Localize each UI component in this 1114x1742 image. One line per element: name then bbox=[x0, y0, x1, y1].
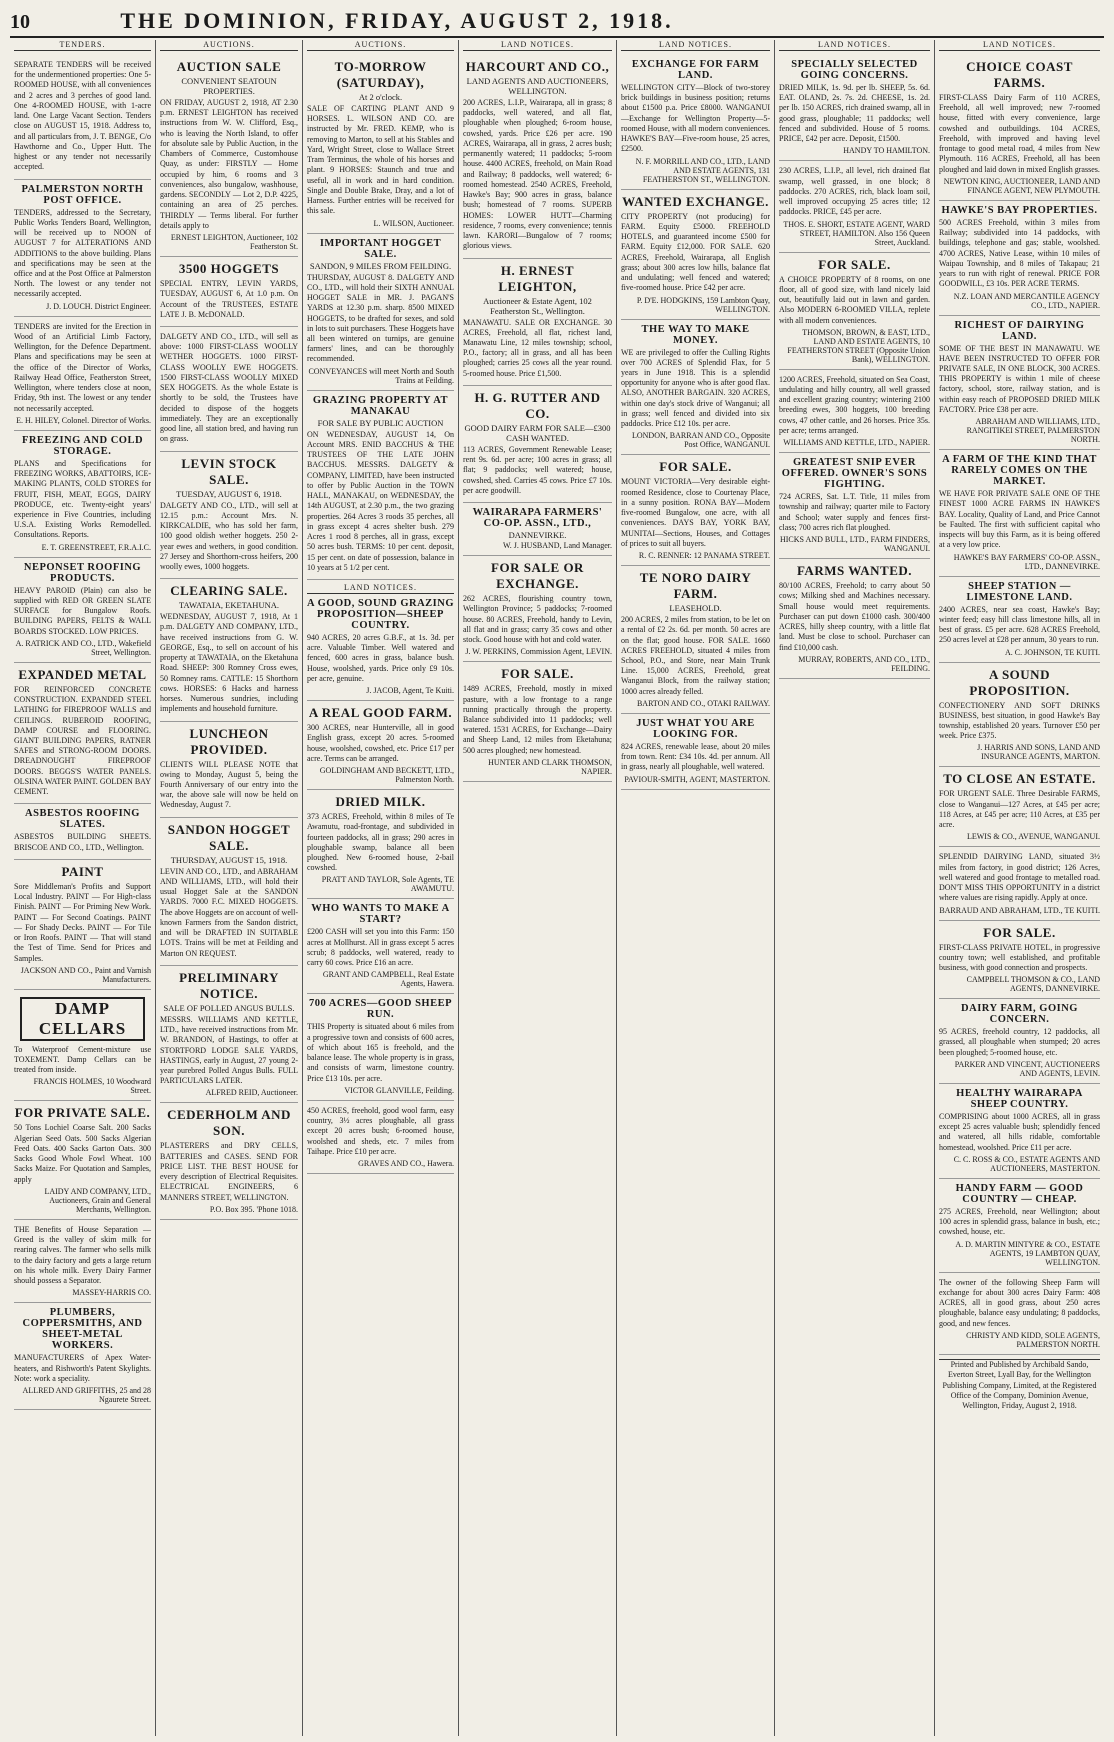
ad-signature: GRANT AND CAMPBELL, Real Estate Agents, Hawera. bbox=[322, 970, 454, 989]
ad-heading: RICHEST OF DAIRYING LAND. bbox=[954, 319, 1085, 342]
ad-body: TENDERS are invited for the Erection in Wood of an Artificial Limb Factory, Wellington, for the Defence Department. Plans and specifications may be seen at the office of the Director of Works, Railway Head Office, Featherston Street, Wellington, where tenders close at noon, Friday, 9th inst. The lowest or any tender not necessarily accepted. bbox=[14, 321, 151, 413]
page-number: 10 bbox=[10, 11, 30, 33]
ad-body: 80/100 ACRES, Freehold; to carry about 50 cows; Milking shed and Machines necessary. Small house would meet requirements. Purchaser can put down £1000 cash. 300/400 ACRES, hilly sheep country, with a little flat land. Must be close to school. Purchaser can find £10,000 cash. bbox=[779, 581, 930, 652]
ad-signature: ERNEST LEIGHTON, Auctioneer, 102 Featherston St. bbox=[170, 233, 298, 252]
advertisement bbox=[621, 55, 770, 190]
ad-body: ASBESTOS BUILDING SHEETS. BRISCOE AND CO., LTD., Wellington. bbox=[14, 832, 151, 852]
advertisement bbox=[621, 455, 770, 566]
ad-heading: A SOUND PROPOSITION. bbox=[969, 666, 1070, 698]
ad-heading: SPECIALLY SELECTED GOING CONCERNS. bbox=[791, 59, 918, 81]
ad-body: 230 ACRES, L.I.P., all level, rich drained flat swamp, well grassed, in one block; 8 paddocks. 270 ACRES, rich, black loam soil, well improved occupying 25 acres title; 12 paddocks. PRICE, £45 per acre. bbox=[779, 166, 930, 217]
ad-subheading: TAWATAIA, EKETAHUNA. bbox=[179, 600, 279, 611]
ad-heading: FOR SALE. bbox=[818, 256, 891, 272]
ad-signature: J. HARRIS AND SONS, LAND AND INSURANCE AGENTS, MARTON. bbox=[977, 743, 1100, 762]
ad-heading: HARCOURT AND CO., bbox=[465, 59, 610, 74]
advertisement bbox=[307, 55, 454, 234]
advertisement bbox=[463, 259, 612, 386]
advertisement bbox=[621, 714, 770, 790]
ad-body: PLANS and Specifications for FREEZING WORKS, ABATTOIRS, ICE-MAKING PLANTS, COLD STORES for FRUIT, FISH, MEAT, EGGS, DAIRY PRODUCE, etc. Twenty-eight years' experience in Five Countries, including U.S.A. Existing Works Remodelled. Consultations. Reports. bbox=[14, 458, 151, 540]
ad-heading: ASBESTOS ROOFING SLATES. bbox=[25, 808, 140, 831]
ad-body: SOME OF THE BEST IN MANAWATU. WE HAVE BEEN INSTRUCTED TO OFFER FOR PRIVATE SALE, IN ONE BLOCK, 300 ACRES. THIS PROPERTY is within 1 mile of cheese factory, school, store, railway station, and is within easy reach of PROPOSED DRIED MILK FACTORY. Price £38 per acre. bbox=[939, 343, 1100, 414]
advertisement bbox=[463, 662, 612, 782]
ad-signature: HANDY TO HAMILTON. bbox=[843, 146, 930, 156]
ad-body: SPLENDID DAIRYING LAND, situated 3½ miles from factory, in good district; 126 Acres, well watered and good frontage to metalled road. DON'T MISS THIS OPPORTUNITY in a district where values are rising rapidly. Apply at once. bbox=[939, 852, 1100, 903]
ad-subheading: LEASEHOLD. bbox=[669, 603, 722, 614]
advertisement bbox=[14, 860, 151, 990]
advertisement bbox=[14, 55, 151, 180]
ad-signature: GOLDINGHAM AND BECKETT, LTD., Palmerston North. bbox=[319, 766, 454, 785]
ad-body: 1200 ACRES, Freehold, situated on Sea Coast, undulating and hilly country, all well grassed and excellent grazing country; wintering 2100 breeding ewes, 300 hoggets, 100 breeding cows, 47 other cattle, and 26 horses. Price 35s. per acre; terms arranged. bbox=[779, 374, 930, 435]
ad-heading: FOR SALE OR EXCHANGE. bbox=[491, 560, 584, 592]
ad-heading: IMPORTANT HOGGET SALE. bbox=[319, 237, 442, 260]
ad-body: 500 ACRES Freehold, within 3 miles from Railway; subdivided into 14 paddocks, with buildings, telephone and gas; stable, woolshed. 4700 ACRES, Native Lease, within 10 miles of Waipau Township, and 8 miles of Takapau; 21 years to run with right of renewal. PRICE FOR GOODWILL, £3 10s. PER ACRE TERMS. bbox=[939, 217, 1100, 289]
advertisement bbox=[779, 453, 930, 559]
ad-body: 200 ACRES, L.I.P., Wairarapa, all in grass; 8 paddocks, well watered, and all flat, ploughable when ploughed; 6-room house, cowshed, yards. Price £26 per acre. 190 ACRES, Wairarapa, all in grass, 2 acres bush; permanently watered; 11 paddocks; 5-room house. 4400 ACRES, freehold, on Main Road and Railway; 8 paddocks, well watered; 6-roomed homestead. 2540 ACRES, Freehold, Hawke's Bay; 900 acres in grass, balance bush; homestead of 7 rooms. SUPERB HOMES: LOWER HUTT—Charming residence, 7 rooms, every convenience; tennis lawn. KARORI—Bungalow of 7 rooms; glorious views. bbox=[463, 98, 612, 251]
ad-body: FOR REINFORCED CONCRETE CONSTRUCTION. EXPANDED STEEL LATHING for FIREPROOF WALLS and CEILINGS. RUBEROID ROOFING, DAMP COURSE and FLOORING. GIANT BUILDING PAPERS, RATNER SAFES and STRONG-ROOM DOORS. DREADNOUGHT FIREPROOF DOORS. BEGGS'S WATER PANELS. OLSINA WATER PAINT. GOLDEN BAY CEMENT. bbox=[14, 684, 151, 797]
column-4 bbox=[459, 40, 617, 1736]
ad-signature: HAWKE'S BAY FARMERS' CO-OP. ASSN., LTD., DANNEVIRKE. bbox=[953, 552, 1100, 571]
advertisement bbox=[463, 386, 612, 503]
advertisement bbox=[160, 579, 298, 721]
ad-signature: A. C. JOHNSON, TE KUITI. bbox=[1005, 647, 1100, 657]
ad-body: WEDNESDAY, AUGUST 7, 1918, At 1 p.m. DALGETY AND COMPANY, LTD., have received instructions from G. W. GEORGE, Esq., to sell on account of his property at TAWATAIA, on the Eketahuna Road. SHEEP: 300 Romney Cross ewes, 50 Romney rams. CATTLE: 15 Shorthorn cows. HORSES: 6 Hacks and harness horses. Numerous sundries, including implements and household furniture. bbox=[160, 612, 298, 714]
ad-body: To Waterproof Cement-mixture use TOXEMENT. Damp Cellars can be treated from inside. bbox=[14, 1044, 151, 1075]
ad-display-heading: DAMP CELLARS bbox=[20, 997, 145, 1041]
ad-signature: THOMSON, BROWN, & EAST, LTD., LAND AND ESTATE AGENTS, 10 FEATHERSTON STREET (Opposite Union Bank), WELLINGTON. bbox=[787, 327, 930, 364]
ad-body: CITY PROPERTY (not producing) for FARM. Equity £5000. FREEHOLD HOTELS, and guaranteed income £500 for FARM. Equity £12,000. FOR SALE. 620 ACRES, Freehold, Wairarapa, all English grass; about 300 acres low hills, balance flat and undulating; well fenced and watered; five-roomed house. Price £42 per acre. bbox=[621, 211, 770, 293]
ad-signature: JACKSON AND CO., Paint and Varnish Manufacturers. bbox=[20, 965, 151, 984]
publisher-imprint: Printed and Published by Archibald Sando, Everton Street, Lyall Bay, for the Wellington Publishing Company, Limited, at the Registered Office of the Company, Dominion Avenue, Wellington, Friday, August 2, 1918. bbox=[939, 1359, 1100, 1412]
column-header: LAND NOTICES. bbox=[939, 40, 1100, 51]
advertisement bbox=[14, 431, 151, 558]
ad-body: 373 ACRES, Freehold, within 8 miles of Te Awamutu, road-frontage, and subdivided in fourteen paddocks, all in grass; 290 acres in ploughable swamp, balance all been ploughed. New 6-roomed house, 2-bail cowshed. bbox=[307, 812, 454, 873]
ad-body: MANAWATU. SALE OR EXCHANGE. 30 ACRES, Freehold, all flat, richest land, Manawatu Line, 12 miles township; school, P.O., factory; all in grass, and all has been ploughed; carries 25 cows all the year round. 5-roomed house. Price £1,500. bbox=[463, 317, 612, 378]
ad-heading: AUCTION SALE bbox=[176, 59, 282, 74]
ad-heading: FOR SALE. bbox=[659, 459, 732, 475]
ad-body: 50 Tons Lochiel Coarse Salt. 200 Sacks Algerian Seed Oats. 500 Sacks Algerian Feed Oats. 400 Sacks Garton Oats. 300 Sacks Good Whole Fowl Wheat. 100 Sacks Maize. For Quotation and Samples, apply bbox=[14, 1123, 151, 1184]
ad-body: THIS Property is situated about 6 miles from a progressive town and consists of 600 acres, of which about 165 is freehold, and the balance lease. The whole property is in grass, and consists of warm, limestone country. Price £13 10s. per acre. bbox=[307, 1022, 454, 1083]
ad-heading: DAIRY FARM, GOING CONCERN. bbox=[961, 1003, 1078, 1026]
advertisement bbox=[939, 1273, 1100, 1355]
ad-heading: HANDY FARM — GOOD COUNTRY — CHEAP. bbox=[955, 1182, 1084, 1205]
ad-body: A CHOICE PROPERTY of 8 rooms, on one floor, all of good size, with land nicely laid out, beautifully laid out in lawn and garden. Also MODERN 6-ROOMED VILLA, replete with all modern conveniences. bbox=[779, 274, 930, 325]
paper-title: THE DOMINION, FRIDAY, AUGUST 2, 1918. bbox=[120, 8, 674, 33]
ad-body: 95 ACRES, freehold country, 12 paddocks, all grassed, all ploughable when stumped; 20 acres been ploughed; 5-roomed house, etc. bbox=[939, 1027, 1100, 1057]
ad-signature: ABRAHAM AND WILLIAMS, LTD., RANGITIKEI STREET, PALMERSTON NORTH. bbox=[966, 417, 1100, 445]
advertisement bbox=[307, 391, 454, 580]
ad-subheading: GOOD DAIRY FARM FOR SALE—£300 CASH WANTED. bbox=[464, 422, 611, 443]
ad-heading: FARMS WANTED. bbox=[796, 563, 913, 579]
ad-heading: FOR SALE. bbox=[983, 924, 1056, 940]
advertisement bbox=[939, 316, 1100, 451]
advertisement bbox=[307, 234, 454, 391]
ad-heading: SANDON HOGGET SALE. bbox=[167, 821, 291, 853]
ad-signature: HICKS AND BULL, LTD., FARM FINDERS, WANGANUI. bbox=[779, 535, 930, 554]
ad-heading: GREATEST SNIP EVER OFFERED. OWNER'S SONS FIGHTING. bbox=[781, 457, 928, 491]
ad-signature: WILLIAMS AND KETTLE, LTD., NAPIER. bbox=[783, 438, 930, 448]
ad-body: MESSRS. WILLIAMS AND KETTLE, LTD., have received instructions from Mr. W. BRANDON, of Hastings, to offer at STORTFORD LODGE SALE YARDS, HASTINGS, early in August, 27 young 2-year purebred Polled Angus Bulls. FULL PARTICULARS LATER. bbox=[160, 1014, 298, 1086]
ad-body: 113 ACRES, Government Renewable Lease; rent 9s. 6d. per acre; 100 acres in grass; all flat; 9 paddocks; well watered; house, cowshed, shed. Carries 45 cows. Price £7 10s. per acre goodwill. bbox=[463, 444, 612, 495]
ad-heading: FOR PRIVATE SALE. bbox=[14, 1105, 151, 1121]
ad-heading: DRIED MILK. bbox=[335, 794, 426, 810]
ad-signature: J. D. LOUCH. District Engineer. bbox=[46, 301, 151, 311]
ad-subheading: DANNEVIRKE. bbox=[508, 530, 567, 541]
ad-signature: GRAVES AND CO., Hawera. bbox=[358, 1159, 454, 1168]
ad-signature: NEWTON KING, AUCTIONEER, LAND AND FINANCE AGENT, NEW PLYMOUTH. bbox=[943, 176, 1100, 195]
column-7 bbox=[935, 40, 1104, 1736]
ad-signature: CAMPBELL THOMSON & CO., LAND AGENTS, DANNEVIRKE. bbox=[966, 975, 1100, 994]
ad-signature: N.Z. LOAN AND MERCANTILE AGENCY CO., LTD., NAPIER. bbox=[953, 291, 1100, 310]
ad-heading: EXCHANGE FOR FARM LAND. bbox=[631, 59, 760, 81]
ad-signature: E. T. GREENSTREET, F.R.A.I.C. bbox=[41, 542, 151, 552]
ad-heading: CLEARING SALE. bbox=[170, 583, 288, 599]
ad-body: WE HAVE FOR PRIVATE SALE ONE OF THE FINEST 1000 ACRE FARMS IN HAWKE'S BAY. Locality, Quality of Land, and Price Cannot be Faulted. The first with sufficient capital who inspects will buy this Farm, as it is being offered at a very low price. bbox=[939, 489, 1100, 550]
ad-body: COMPRISING about 1000 ACRES, all in grass except 25 acres valuable bush; splendidly fenced and watered, all hills ridable, comfortable homestead, woolshed. Price £11 per acre. bbox=[939, 1111, 1100, 1152]
ad-heading: WHO WANTS TO MAKE A START? bbox=[311, 903, 450, 926]
ad-signature: VICTOR GLANVILLE, Feilding. bbox=[344, 1085, 454, 1095]
advertisement bbox=[939, 1084, 1100, 1179]
ad-subheading: SALE OF POLLED ANGUS BULLS. bbox=[163, 1002, 295, 1013]
ad-body: FOR URGENT SALE. Three Desirable FARMS, close to Wanganui—127 Acres, at £45 per acre; 118 Acres, at £45 per acre; 110 Acres, at £35 per acre. bbox=[939, 789, 1100, 830]
advertisement bbox=[621, 320, 770, 456]
ad-heading: PAINT bbox=[61, 863, 104, 879]
ad-signature: P.O. Box 395. 'Phone 1018. bbox=[209, 1204, 298, 1214]
column-header: AUCTIONS. bbox=[160, 40, 298, 51]
ad-subheading: CONVENIENT SEATOUN PROPERTIES. bbox=[181, 76, 277, 96]
column-2 bbox=[156, 40, 303, 1736]
ad-signature: MURRAY, ROBERTS, AND CO., LTD., FEILDING. bbox=[798, 654, 930, 673]
ad-subheading: FOR SALE BY PUBLIC AUCTION bbox=[317, 417, 444, 428]
ad-body: Sore Middleman's Profits and Support Local Industry. PAINT — For High-class Finish. PAINT — For Priming New Work. PAINT — For Second Coatings. PAINT — For Shady Decks. PAINT — For Tile or Iron Roofs. PAINT — That will stand the Test of Time. Send for Prices and Samples. bbox=[14, 881, 151, 963]
ad-body: SPECIAL ENTRY, LEVIN YARDS, TUESDAY, AUGUST 6, At 1.0 p.m. On Account of the TRUSTEES, ESTATE LATE J. B. McDONALD. bbox=[160, 279, 298, 319]
ad-body: TENDERS, addressed to the Secretary, Public Works Tenders Board, Wellington, will be received up to NOON of AUGUST 7 for ALTERATIONS AND ADDITIONS to the above building. Plans and specifications may be seen at the office and at the Post Office at Palmerston North. The lowest or any tender not necessarily accepted. bbox=[14, 207, 151, 299]
advertisement bbox=[939, 767, 1100, 847]
advertisement bbox=[160, 1103, 298, 1219]
ad-heading: WAIRARAPA FARMERS' CO-OP. ASSN., LTD., bbox=[472, 507, 603, 530]
ad-heading: NEPONSET ROOFING PRODUCTS. bbox=[23, 561, 142, 584]
ad-body: SALE OF CARTING PLANT AND 9 HORSES. L. WILSON AND CO. are instructed by Mr. FRED. KEMP, who is removing to Marton, to sell at his Stables and Yard, Wright Street, close to Wallace Street Tram Terminus, the whole of his horses and plant. 9 HORSES: Staunch and true and useful, all in work and in hard condition. Single and Double Brake, Dray, and a lot of Harness. Further entries will be received for this sale. bbox=[307, 104, 454, 216]
ad-signature: W. J. HUSBAND, Land Manager. bbox=[502, 541, 612, 551]
advertisement bbox=[463, 503, 612, 556]
ad-signature: PAVIOUR-SMITH, AGENT, MASTERTON. bbox=[624, 774, 770, 784]
ad-heading: A REAL GOOD FARM. bbox=[308, 705, 453, 721]
ad-body: WE are privileged to offer the Culling Rights over 700 ACRES of Splendid Flax, for 5 years in June 1918. This is a splendid opportunity for anyone who is after good flax. ALSO, ANOTHER BARGAIN. 320 ACRES, within one day's stock drive of Wanganui; all in grass; well fenced and divided into six paddocks. Price £12 10s. per acre. bbox=[621, 347, 770, 429]
ad-heading: TO CLOSE AN ESTATE. bbox=[943, 771, 1096, 787]
ad-subheading: THURSDAY, AUGUST 15, 1918. bbox=[170, 854, 288, 865]
advertisement bbox=[307, 1101, 454, 1174]
advertisement bbox=[14, 1101, 151, 1219]
advertisement bbox=[779, 253, 930, 370]
ad-signature: CONVEYANCES will meet North and South Trains at Feilding. bbox=[308, 366, 454, 385]
advertisement bbox=[939, 1179, 1100, 1273]
advertisement bbox=[939, 847, 1100, 920]
ad-body: 824 ACRES, renewable lease, about 20 miles from town. Rent: £34 10s. 4d. per annum. All in grass, nearly all ploughable, well watered. bbox=[621, 741, 770, 772]
advertisement bbox=[160, 966, 298, 1104]
ad-heading: FOR SALE. bbox=[501, 666, 574, 682]
advertisement bbox=[160, 722, 298, 818]
ad-body: CONFECTIONERY AND SOFT DRINKS BUSINESS, best situation, in good Hawke's Bay township, established 20 years. Turnover £50 per week. Price £375. bbox=[939, 700, 1100, 741]
columns-container bbox=[10, 40, 1104, 1736]
advertisement bbox=[307, 701, 454, 790]
ad-body: FIRST-CLASS PRIVATE HOTEL, in progressive country town; well established, and profitable business, with good connection and prospects. bbox=[939, 942, 1100, 973]
ad-body: DRIED MILK, 1s. 9d. per lb. SHEEP, 5s. 6d. EAT. OLAND, 2s. 7s. 2d. CHEESE, 1s. 2d. per lb. 150 ACRES, rich drained swamp, all in good grass, ploughable; 11 paddocks; well fenced and subdivided. House of 5 rooms. PRICE, £42 per acre. Deposit, £1500. bbox=[779, 83, 930, 144]
advertisement bbox=[939, 999, 1100, 1084]
advertisement bbox=[939, 55, 1100, 201]
advertisement bbox=[307, 580, 454, 701]
advertisement bbox=[939, 577, 1100, 663]
ad-body: The owner of the following Sheep Farm will exchange for about 300 acres Dairy Farm: 408 ACRES, all in good grass, about 250 acres ploughable, balance easy undulating; 8 paddocks, good, and new fences. bbox=[939, 1277, 1100, 1328]
advertisement bbox=[307, 790, 454, 899]
ad-body: 200 ACRES, 2 miles from station, to be let on a rental of £2 2s. 6d. per month. 50 acres are on the flat; good house. FOR SALE. 1660 ACRES FREEHOLD, situated 4 miles from School, P.O., and Store, near Main Trunk Line. 15,000 ACRES, Freehold, great Wanganui Block, from the railway station; 1000 acres already felled. bbox=[621, 615, 770, 696]
advertisement bbox=[939, 921, 1100, 1000]
ad-heading: 700 ACRES—GOOD SHEEP RUN. bbox=[308, 998, 453, 1021]
masthead bbox=[10, 8, 1104, 38]
ad-body: 940 ACRES, 20 acres G.B.F., at 1s. 3d. per acre. Valuable Timber. Well watered and fenced, 600 acres in grass, balance bush. House, woolshed, yards. Price only £9 10s. per acre, genuine. bbox=[307, 632, 454, 683]
ad-signature: P. D'E. HODGKINS, 159 Lambton Quay, WELLINGTON. bbox=[636, 295, 770, 314]
ad-subheading: SANDON, 9 MILES FROM FEILDING. bbox=[309, 260, 452, 271]
advertisement bbox=[14, 317, 151, 431]
ad-heading: A FARM OF THE KIND THAT RARELY COMES ON THE MARKET. bbox=[942, 454, 1097, 488]
ad-body: 2400 ACRES, near sea coast, Hawke's Bay; winter feed; easy hill class limestone hills, all in best of grass. £5 per acre. 628 ACRES Freehold, 250 acres level at £28 per annum, 30 years to run. bbox=[939, 604, 1100, 645]
ad-heading: FREEZING AND COLD STORAGE. bbox=[21, 434, 144, 457]
advertisement bbox=[160, 257, 298, 327]
column-header: AUCTIONS. bbox=[307, 40, 454, 51]
advertisement bbox=[160, 327, 298, 452]
ad-signature: L. WILSON, Auctioneer. bbox=[373, 218, 454, 228]
ad-signature: MASSEY-HARRIS CO. bbox=[72, 1288, 151, 1298]
ad-signature: HUNTER AND CLARK THOMSON, NAPIER. bbox=[488, 757, 612, 776]
column-5 bbox=[617, 40, 775, 1736]
ad-heading: SHEEP STATION — LIMESTONE LAND. bbox=[966, 580, 1073, 603]
ad-signature: ALLRED AND GRIFFITHS, 25 and 28 Ngaurete Street. bbox=[22, 1385, 151, 1404]
ad-body: 300 ACRES, near Hunterville, all in good English grass, except 20 acres. 5-roomed house, woolshed, cowshed, etc. Price £17 per acre. Terms can be arranged. bbox=[307, 723, 454, 763]
advertisement bbox=[160, 818, 298, 966]
ad-heading: LUNCHEON PROVIDED. bbox=[189, 725, 269, 757]
ad-body: DALGETY AND CO., LTD., will sell as above: 1000 FIRST-CLASS WOOLLY WETHER HOGGETS. 1000 FIRST-CLASS WOOLLY EWE HOGGETS. 1500 FIRST-CLASS WOOLLY MIXED SEX HOGGETS. As the whole Estate is shortly to be sold, the Trustees have decided to dispose of the hoggets immediately. They are an exceptionally good line, all station bred, and having run on grass. bbox=[160, 331, 298, 444]
ad-signature: A. RATRICK AND CO., LTD., Wakefield Street, Wellington. bbox=[15, 638, 151, 657]
ad-body: PLASTERERS and DRY CELLS, BATTERIES and CASES. SEND FOR PRICE LIST. THE BEST HOUSE for every description of Electrical Requisites. ELECTRICAL ENGINEERS, 6 MANNERS STREET, WELLINGTON. bbox=[160, 1141, 298, 1202]
advertisement bbox=[14, 990, 151, 1102]
advertisement bbox=[160, 452, 298, 580]
advertisement bbox=[307, 899, 454, 994]
ad-body: 1489 ACRES, Freehold, mostly in mixed pasture, with a low frontage to a range running practically through the property. Balance subdivided into 11 paddocks; well watered. 1531 ACRES, for Exchange—Dairy and Sheep Land, 12 miles from Eketahuna; 500 acres ploughed; new homestead. bbox=[463, 684, 612, 755]
ad-signature: LAIDY AND COMPANY, LTD., Auctioneers, Grain and General Merchants, Wellington. bbox=[44, 1186, 151, 1214]
advertisement bbox=[463, 55, 612, 259]
advertisement bbox=[621, 566, 770, 714]
advertisement bbox=[14, 1220, 151, 1303]
ad-signature: ALFRED REID, Auctioneer. bbox=[205, 1088, 298, 1098]
column-header: LAND NOTICES. bbox=[463, 40, 612, 51]
advertisement bbox=[779, 55, 930, 161]
ad-signature: FRANCIS HOLMES, 10 Woodward Street. bbox=[33, 1077, 151, 1096]
ad-body: FIRST-CLASS Dairy Farm of 110 ACRES, Freehold, all well improved; new 7-roomed house, fitted with every convenience, large cowshed and outbuildings. 104 ACRES, Freehold, with improved and having level frontage to good metal road, 4 miles from New Plymouth. 116 ACRES, Freehold, all has been ploughed and laid down in mixed English grasses. bbox=[939, 93, 1100, 174]
column-3 bbox=[303, 40, 459, 1736]
ad-body: ON WEDNESDAY, AUGUST 14, On Account MRS. ENID BACCHUS & THE TRUSTEES OF THE LATE JOHN BACCHUS. MESSRS. DALGETY & COMPANY, LIMITED, have been instructed to offer by Public Auction in the TOWN HALL, MANAKAU, on WEDNESDAY, the 14th AUGUST, at 2.30 p.m., the two grazing properties. 264 Acres 3 roods 35 perches, all in grass except 4 acres shelter bush. 279 Acres 1 rood 8 perches, all in grass, except 50 acres bush. TERMS: 10 per cent. deposit, 15 per cent. on date of possession, balance in 10 years at 5 1/2 per cent. bbox=[307, 429, 454, 572]
ad-heading: 3500 HOGGETS bbox=[178, 261, 280, 277]
ad-signature: THOS. E. SHORT, ESTATE AGENT, WARD STREET, HAMILTON. Also 156 Queen Street, Auckland. bbox=[783, 219, 930, 247]
ad-heading: THE WAY TO MAKE MONEY. bbox=[641, 323, 750, 346]
ad-subheading: At 2 o'clock. bbox=[358, 92, 403, 102]
advertisement bbox=[160, 55, 298, 257]
ad-signature: J. JACOB, Agent, Te Kuiti. bbox=[366, 686, 454, 696]
ad-body: SEPARATE TENDERS will be received for the undermentioned properties: One 5-ROOMED HOUSE, with all conveniences and 2 acres and 3 perches of good land. One 4-ROOMED HOUSE, with 1-acre land. One Large Vacant Section. Tenders close on AUGUST 15, 1918. Address to, and all particulars from, J. T. BENGE, C/o Hawthorne and Co., Upper Hutt. The highest or any tender not necessarily accepted. bbox=[14, 60, 151, 172]
ad-body: WELLINGTON CITY—Block of two-storey brick buildings in business position; returns about £1500 p.a. Price £8000. WANGANUI—Exchange for Wellington Property—5-roomed House, with all modern conveniences. HAWKE'S BAY—Five-room house, 25 acres, £2500. bbox=[621, 83, 770, 154]
ad-signature: PARKER AND VINCENT, AUCTIONEERS AND AGENTS, LEVIN. bbox=[954, 1059, 1100, 1078]
column-header: LAND NOTICES. bbox=[779, 40, 930, 51]
ad-body: 450 ACRES, freehold, good wool farm, easy country, 3½ acres ploughable, all grass except 20 acres bush; 6-roomed house, woolshed and sheds, etc. 7 miles from Taihape. Price £10 per acre. bbox=[307, 1105, 454, 1156]
advertisement bbox=[14, 1303, 151, 1410]
ad-signature: BARTON AND CO., OTAKI RAILWAY. bbox=[636, 698, 770, 708]
column-header: TENDERS. bbox=[14, 40, 151, 51]
ad-heading: H. G. RUTTER AND CO. bbox=[474, 389, 601, 421]
advertisement bbox=[621, 190, 770, 320]
ad-body: ON FRIDAY, AUGUST 2, 1918, AT 2.30 p.m. ERNEST LEIGHTON has received instructions from W. W. Clifford, Esq., who is leaving the North Island, to offer for absolute sale by Public Auction, in the Chambers of Commerce, Customhouse Quay, as under: FIRSTLY — Home occupied by him, 6 rooms and 3 conveniences, also bungalow, washhouse, gardens. SECONDLY — Lot 2, D.P. 4225, containing an area of 25 perches. THIRDLY — Terms liberal. For further details apply to bbox=[160, 98, 298, 230]
ad-body: THURSDAY, AUGUST 8. DALGETY AND CO., LTD., will hold their SIXTH ANNUAL HOGGET SALE in MR. J. PAGAN'S YARDS at 12.30 p.m. sharp. 8500 MIXED HOGGETS, to be drafted for sexes, and sold in lots to suit purchasers. These Hoggets have all been wintered on turnips, are genuine farmers' lines, and can be thoroughly recommended. bbox=[307, 272, 454, 364]
ad-heading: CHOICE COAST FARMS. bbox=[966, 59, 1073, 90]
advertisement bbox=[939, 201, 1100, 316]
ad-signature: N. F. MORRILL AND CO., LTD., LAND AND ESTATE AGENTS, 131 FEATHERSTON ST., WELLINGTON. bbox=[635, 156, 770, 184]
ad-signature: LONDON, BARRAN AND CO., Opposite Post Office, WANGANUI. bbox=[631, 431, 770, 450]
advertisement bbox=[939, 450, 1100, 576]
ad-body: MANUFACTURERS of Apex Water-heaters, and Rishworth's Patent Skylights. Note: work a speciality. bbox=[14, 1353, 151, 1383]
ad-heading: PRELIMINARY NOTICE. bbox=[179, 969, 279, 1001]
ad-body: LEVIN AND CO., LTD., and ABRAHAM AND WILLIAMS, LTD., will hold their usual Hogget Sale at the SANDON YARDS. 7000 F.C. MIXED HOGGETS. The above Hoggets are on account of well-known Farmers from the Sandon district, and will be DRAFTED IN SUITABLE LOTS. Trains will be met at Feilding and Marton ON REQUEST. bbox=[160, 866, 298, 958]
advertisement bbox=[939, 663, 1100, 768]
ad-signature: LEWIS & CO., AVENUE, WANGANUI. bbox=[966, 832, 1100, 842]
advertisement bbox=[463, 556, 612, 662]
ad-signature: BARRAUD AND ABRAHAM, LTD., TE KUITI. bbox=[939, 905, 1100, 915]
advertisement bbox=[779, 559, 930, 679]
ad-heading: H. ERNEST LEIGHTON, bbox=[498, 262, 577, 294]
ad-body: THE Benefits of House Separation — Greed is the valley of skim milk for rearing calves. The farmer who sells milk to the dairy factory and gets a large return on his whole milk. Every Dairy Farmer should possess a Separator. bbox=[14, 1224, 151, 1286]
ad-heading: PLUMBERS, COPPERSMITHS, AND SHEET-METAL WORKERS. bbox=[22, 1307, 143, 1352]
ad-heading: PALMERSTON NORTH POST OFFICE. bbox=[21, 183, 144, 206]
ad-heading: JUST WHAT YOU ARE LOOKING FOR. bbox=[636, 717, 755, 740]
ad-signature: PRATT AND TAYLOR, Sole Agents, TE AWAMUTU. bbox=[321, 875, 454, 894]
ad-subheading: LAND AGENTS AND AUCTIONEERS, WELLINGTON. bbox=[466, 76, 609, 96]
advertisement bbox=[14, 558, 151, 663]
ad-subheading: TUESDAY, AUGUST 6, 1918. bbox=[176, 488, 282, 499]
ad-heading: TE NORO DAIRY FARM. bbox=[639, 570, 752, 602]
ad-signature: J. W. PERKINS, Commission Agent, LEVIN. bbox=[465, 647, 612, 657]
ad-signature: CHRISTY AND KIDD, SOLE AGENTS, PALMERSTON NORTH. bbox=[966, 1330, 1100, 1349]
ad-heading: GRAZING PROPERTY AT MANAKAU bbox=[312, 394, 449, 417]
advertisement bbox=[779, 370, 930, 453]
section-header: LAND NOTICES. bbox=[307, 583, 454, 594]
ad-signature: C. C. ROSS & CO., ESTATE AGENTS AND AUCTIONEERS, MASTERTON. bbox=[953, 1154, 1100, 1173]
ad-heading: WANTED EXCHANGE. bbox=[622, 193, 769, 209]
ad-heading: CEDERHOLM AND SON. bbox=[167, 1107, 291, 1139]
ad-body: 262 ACRES, flourishing country town, Wellington Province; 5 paddocks; 7-roomed house. 80 ACRES, Freehold, handy to Levin, all flat and in grass; carry 35 cows and other stock. Good house with hot and cold water. bbox=[463, 594, 612, 645]
ad-body: MOUNT VICTORIA—Very desirable eight-roomed Residence, close to Courtenay Place, in a sunny position. RONA BAY—Modern five-roomed Bungalow, one acre, with all conveniences. DAYS BAY, YORK BAY, MUNITAI—Sections, Houses, and Cottages of prices to suit all buyers. bbox=[621, 477, 770, 548]
ad-heading: TO-MORROW (SATURDAY), bbox=[334, 59, 427, 90]
ad-body: DALGETY AND CO., LTD., will sell at 12.15 p.m.: Account Mrs. N. KIRKCALDIE, who has sold her farm, 100 good oldish wether hoggets. 250 2-year ewes and wethers, in good condition. 27 Jersey and Shorthorn-cross heifers, 200 woolly ewes, 1000 hoggets. bbox=[160, 500, 298, 571]
ad-signature: R. C. RENNER: 12 PANAMA STREET. bbox=[638, 551, 770, 561]
ad-heading: EXPANDED METAL bbox=[18, 666, 147, 682]
ad-body: CLIENTS WILL PLEASE NOTE that owing to Monday, August 5, being the Fourth Anniversary of our entry into the war, the above sale will now be held on Wednesday, August 7. bbox=[160, 759, 298, 810]
ad-heading: HAWKE'S BAY PROPERTIES. bbox=[941, 204, 1098, 216]
ad-body: £200 CASH will set you into this Farm: 150 acres at Mollhurst. All in grass except 5 acres scrub; 8 paddocks, well watered, ready to carry 60 cows. Price £16 an acre. bbox=[307, 927, 454, 968]
column-header: LAND NOTICES. bbox=[621, 40, 770, 51]
ad-signature: A. D. MARTIN MINTYRE & CO., ESTATE AGENTS, 19 LAMBTON QUAY, WELLINGTON. bbox=[955, 1239, 1100, 1267]
ad-subheading: Auctioneer & Estate Agent, 102 Featherston St., Wellington. bbox=[483, 295, 592, 316]
ad-heading: A GOOD, SOUND GRAZING PROPOSITION—SHEEP COUNTRY. bbox=[307, 597, 455, 631]
ad-body: 275 ACRES, Freehold, near Wellington; about 100 acres in splendid grass, balance in bush, etc.; cowshed, house, etc. bbox=[939, 1206, 1100, 1237]
ad-body: HEAVY PAROID (Plain) can also be supplied with RED OR GREEN SLATE SURFACE for Bungalow Roofs. BUILDING PAPERS, FELTS & WALL BOARDS STOCKED. LOW PRICES. bbox=[14, 585, 151, 636]
advertisement bbox=[14, 180, 151, 317]
ad-heading: LEVIN STOCK SALE. bbox=[181, 455, 277, 487]
ad-body: 724 ACRES, Sat. L.T. Title, 11 miles from township and railway; quarter mile to Factory and School; water supply and fences first-class; 700 acres rich flat ploughed. bbox=[779, 492, 930, 532]
advertisement bbox=[307, 994, 454, 1100]
advertisement bbox=[14, 663, 151, 805]
advertisement bbox=[779, 161, 930, 252]
advertisement bbox=[14, 804, 151, 859]
ad-heading: HEALTHY WAIRARAPA SHEEP COUNTRY. bbox=[956, 1087, 1083, 1110]
column-1 bbox=[10, 40, 156, 1736]
ad-signature: E. H. HILEY, Colonel. Director of Works. bbox=[16, 415, 151, 425]
column-6 bbox=[775, 40, 935, 1736]
